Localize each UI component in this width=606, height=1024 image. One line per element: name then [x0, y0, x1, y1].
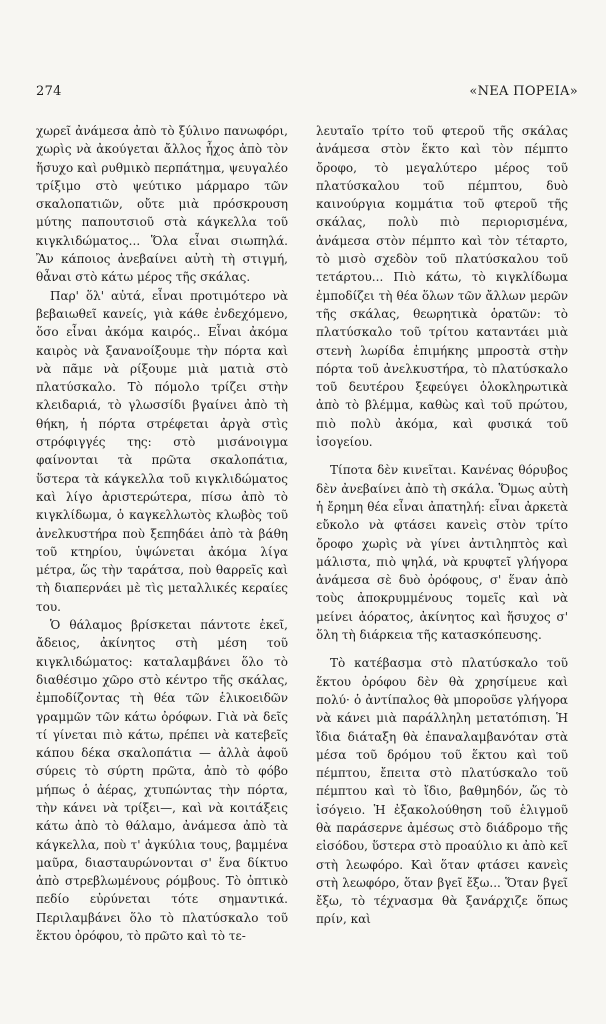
page-header [36, 84, 578, 104]
page-number: 274 [36, 84, 62, 99]
paragraph: λευταῖο τρίτο τοῦ φτεροῦ τῆς σκάλας ἀνάμεσα στὸν ἕκτο καὶ τὸν πέμπτο ὄροφο, τὸ μεγαλύτερο μέρος τοῦ πλατύσκαλου τοῦ πέμπτου, δυὸ καινούργια κομμάτια τοῦ φτεροῦ τῆς σκάλας, πολὺ πιὸ περιορισμένα, ἀνάμεσα στὸν πέμπτο καὶ τὸν τέταρτο, τὸ μισὸ σχεδὸν τοῦ πλατύσκαλου τοῦ τετάρτου... Πιὸ κάτω, τὸ κιγκλίδωμα ἐμποδίζει τὴ θέα ὅλων τῶν ἄλλων μερῶν τῆς σκάλας, θεωρητικὰ ὁρατῶν: τὸ πλατύσκαλο τοῦ τρίτου καταντάει μιὰ στενὴ λωρίδα ἐπιμήκης μπροστὰ στὴν πόρτα τοῦ ἀνελκυστήρα, τὸ πλατύσκαλο τοῦ δευτέρου ξεφεύγει ὁλοκληρωτικὰ ἀπὸ τὸ βλέμμα, καθὼς καὶ τοῦ πρώτου, πιὸ πολὺ ἀκόμα, καὶ φυσικά τοῦ ἰσογείου. [316, 124, 568, 450]
running-title: «ΝΕΑ ΠΟΡΕΙΑ» [469, 84, 578, 99]
paragraph: χωρεῖ ἀνάμεσα ἀπὸ τὸ ξύλινο πανωφόρι, χωρὶς νὰ ἀκούγεται ἄλλος ἦχος ἀπὸ τὸν ἥσυχο καὶ ρυθμικὸ περπάτημα, ψευγαλέο τρίξιμο στὸ ψεύτικο μάρμαρο τῶν σκαλοπατιῶν, οὔτε μιὰ πρόσκρουση μύτης παπουτσιοῦ στὰ κάγκελλα τοῦ κιγκλιδώματος... Ὅλα εἶναι σιωπηλά. Ἂν κάποιος ἀνεβαίνει αὐτὴ τὴ στιγμή, θἆναι στὸ κάτω μέρος τῆς σκάλας. [36, 124, 288, 285]
paragraph: Τίποτα δὲν κινεῖται. Κανένας θόρυβος δὲν ἀνεβαίνει ἀπὸ τὴ σκάλα. Ὅμως αὐτὴ ἡ ἔρημη θέα εἶναι ἀπατηλή: εἶναι ἀρκετὰ εὔκολο νὰ φτάσει κανεὶς στὸν τρίτο ὄροφο χωρὶς νὰ γίνει ἀντιληπτὸς καὶ μάλιστα, πιὸ ψηλά, νὰ κρυφτεῖ γλήγορα ἀνάμεσα σὲ δυὸ ὀρόφους, σ' ἕναν ἀπὸ τοὺς ἀποκρυμμένους τομεῖς καὶ νὰ μείνει ἀόρατος, ἀκίνητος καὶ ἥσυχος σ' ὅλη τὴ διάρκεια τῆς κατασκόπευσης. [316, 463, 568, 643]
left-column [36, 122, 288, 945]
paragraph: Ὁ θάλαμος βρίσκεται πάντοτε ἐκεῖ, ἄδειος, ἀκίνητος στὴ μέση τοῦ κιγκλιδώματος: καταλαμβάνει ὅλο τὸ διαθέσιμο χῶρο στὸ κέντρο τῆς σκάλας, ἐμποδίζοντας τὴ θέα τῶν ἑλικοειδῶν γραμμῶν τῶν κάτω ὀρόφων. Γιὰ νὰ δεῖς τί γίνεται πιὸ κάτω, πρέπει νὰ κατεβεῖς κάπου δέκα σκαλοπάτια — ἀλλὰ ἀφοῦ σύρεις τὸ σύρτη πρῶτα, ἀπὸ τὸ φόβο μήπως ὁ ἀέρας, χτυπώντας τὴν πόρτα, τὴν κάνει νὰ τρίξει—, καὶ νὰ κοιτάξεις κάτω ἀπὸ τὸ θάλαμο, ἀνάμεσα ἀπὸ τὰ κάγκελλα, ποὺ τ' ἀγκύλια τους, βαμμένα μαῦρα, διασταυρώνονται σ' ἕνα δίκτυο ἀπὸ στρεβλωμένους ρόμβους. Τὸ ὀπτικὸ πεδίο εὐρύνεται τότε σημαντικά. Περιλαμβάνει ὅλο τὸ πλατύσκαλο τοῦ ἕκτου ὀρόφου, τὸ πρῶτο καὶ τὸ τε- [36, 618, 288, 944]
paragraph: Παρ' ὅλ' αὐτά, εἶναι προτιμότερο νὰ βεβαιωθεῖ κανείς, γιὰ κάθε ἐνδεχόμενο, ὅσο εἶναι ἀκόμα καιρός.. Εἶναι ἀκόμα καιρὸς νὰ ξανανοίξουμε τὴν πόρτα καὶ νὰ πᾶμε νὰ ρίξουμε μιὰ ματιὰ στὸ πλατύσκαλο. Τὸ πόμολο τρίζει στὴν κλειδαριά, τὸ γλωσσίδι βγαίνει ἀπὸ τὴ θήκη, ἡ πόρτα στρέφεται ἀργὰ στὶς στρόφιγγές της: στὸ μισάνοιγμα φαίνονται τὰ πρῶτα σκαλοπάτια, ὕστερα τὰ κάγκελλα τοῦ κιγκλιδώματος καὶ λίγο ἀριστερώτερα, πίσω ἀπὸ τὸ κιγκλίδωμα, ὁ καγκελλωτὸς κλωβὸς τοῦ ἀνελκυστήρα ποὺ ξεπηδάει ἀπὸ τὰ βάθη τοῦ κτηρίου, ὑψώνεται ἀκόμα λίγα μέτρα, ὥς τὴν ταράτσα, ποὺ θαρρεῖς καὶ τὴ διαπερνάει μὲ τὶς μεταλλικές κεραίες του. [36, 288, 288, 614]
paragraph: Τὸ κατέβασμα στὸ πλατύσκαλο τοῦ ἕκτου ὀρόφου δὲν θὰ χρησίμευε καὶ πολύ· ὁ ἀντίπαλος θὰ μποροῦσε γλήγορα νὰ κάνει μιὰ παράλληλη μετατόπιση. Ἡ ἴδια διάταξη θὰ ἐπαναλαμβανόταν στὰ μέσα τοῦ δρόμου τοῦ ἕκτου καὶ τοῦ πέμπτου, ἔπειτα στὸ πλατύσκαλο τοῦ πέμπτου καὶ τὸ ἴδιο, βαθμηδόν, ὥς τὸ ἰσόγειο. Ἡ ἐξακολούθηση τοῦ ἑλιγμοῦ θὰ παράσερνε ἀμέσως στὸ διάδρομο τῆς εἰσόδου, ὕστερα στὸ προαύλιο κι ἀπὸ κεῖ στὴ λεωφόρο. Καὶ ὅταν φτάσει κανεὶς στὴ λεωφόρο, ὅταν βγεῖ ἔξω... Ὅταν βγεῖ ἔξω, τὸ τέχνασμα θὰ ξανάρχιζε ὅπως πρίν, καὶ [316, 656, 568, 927]
right-column [316, 122, 568, 929]
